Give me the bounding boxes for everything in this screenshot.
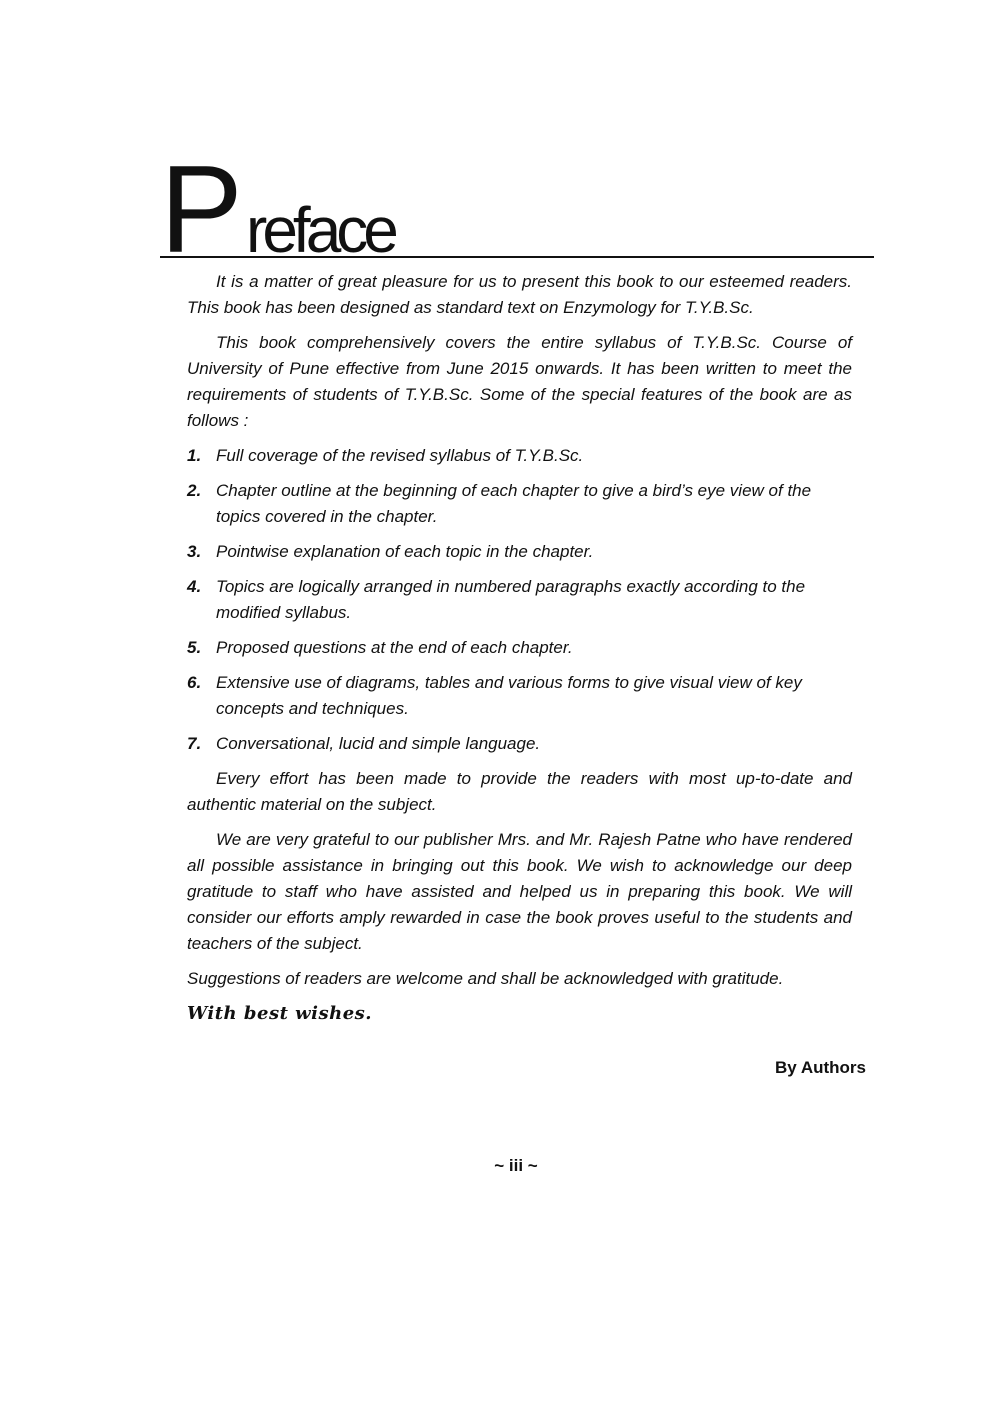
- list-item-text: Chapter outline at the beginning of each chapter to give a bird’s eye view of the topics covered in the chapter.: [216, 481, 812, 526]
- list-item-text: Conversational, lucid and simple language.: [216, 734, 541, 753]
- title-initial: P: [160, 141, 237, 279]
- list-item-number: 4.: [187, 577, 202, 596]
- list-item: [187, 670, 852, 722]
- list-item: [187, 443, 852, 469]
- list-item-number: 3.: [187, 542, 202, 561]
- list-item-number: 2.: [187, 481, 202, 500]
- list-item-number: 5.: [187, 638, 202, 657]
- intro-paragraph-2: This book comprehensively covers the entire syllabus of T.Y.B.Sc. Course of University of Pune effective from June 2015 onwards. It has been written to meet the requirements of students of T.Y.B.Sc. Some of the special features of the book are as follows :: [187, 333, 852, 430]
- list-item-text: Topics are logically arranged in numbered paragraphs exactly according to the modified syllabus.: [216, 577, 806, 622]
- suggestions-paragraph: Suggestions of readers are welcome and shall be acknowledged with gratitude.: [187, 969, 784, 988]
- signature: By Authors: [775, 1058, 866, 1077]
- page-title: [160, 141, 874, 279]
- list-item: [187, 635, 852, 661]
- intro-paragraph-1: It is a matter of great pleasure for us to present this book to our esteemed readers. This book has been designed as standard text on Enzymology for T.Y.B.Sc.: [187, 272, 852, 317]
- features-list: [187, 443, 852, 757]
- list-item: [187, 731, 852, 757]
- gratitude-paragraph: We are very grateful to our publisher Mrs. and Mr. Rajesh Patne who have rendered all possible assistance in bringing out this book. We wish to acknowledge our deep gratitude to staff who have assisted and helped us in preparing this book. We will consider our efforts amply rewarded in case the book proves useful to the students and teachers of the subject.: [187, 830, 852, 953]
- list-item-number: 6.: [187, 673, 202, 692]
- list-item: [187, 574, 852, 626]
- title-rest: reface: [246, 194, 394, 266]
- list-item-number: 7.: [187, 734, 202, 753]
- list-item-number: 1.: [187, 446, 202, 465]
- best-wishes: With best wishes.: [187, 1003, 373, 1024]
- list-item: [187, 539, 852, 565]
- effort-paragraph: Every effort has been made to provide the readers with most up-to-date and authentic material on the subject.: [187, 769, 852, 814]
- list-item-text: Extensive use of diagrams, tables and various forms to give visual view of key concepts and techniques.: [216, 673, 802, 718]
- list-item: [187, 478, 852, 530]
- title-underline: [160, 256, 874, 258]
- list-item-text: Proposed questions at the end of each chapter.: [216, 638, 573, 657]
- list-item-text: Pointwise explanation of each topic in the chapter.: [216, 542, 594, 561]
- page-number: ~ iii ~: [494, 1156, 538, 1175]
- list-item-text: Full coverage of the revised syllabus of T.Y.B.Sc.: [216, 446, 584, 465]
- preface-body: [187, 269, 852, 1027]
